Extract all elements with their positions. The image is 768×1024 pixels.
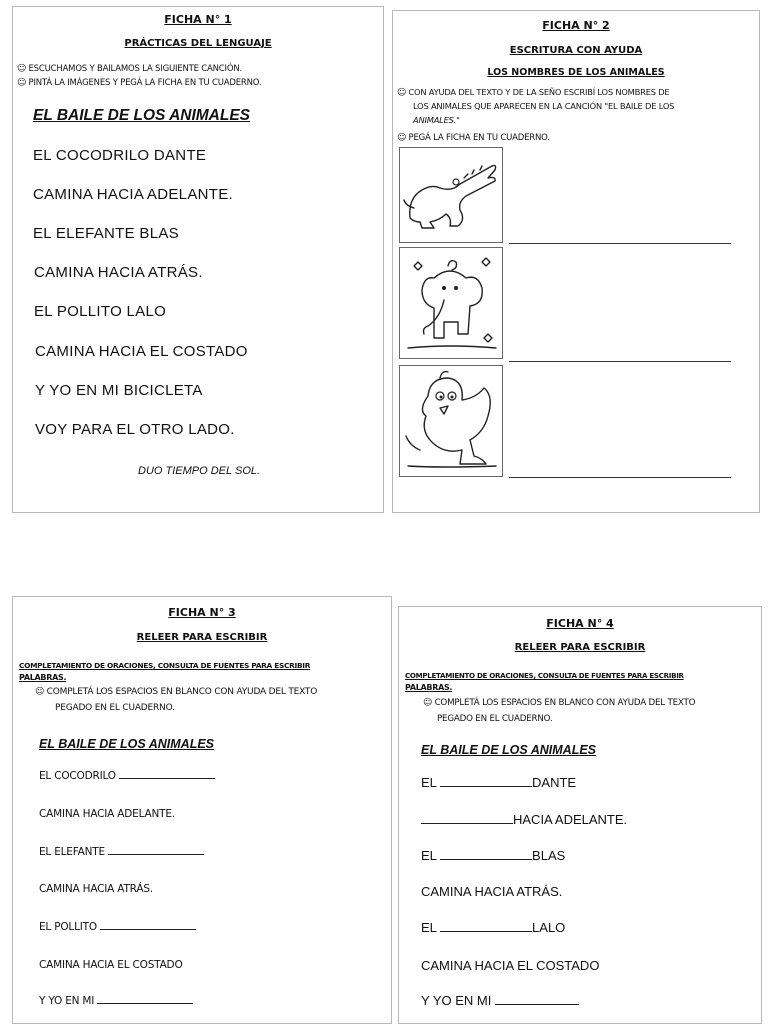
ficha-3-subtitle: RELEER PARA ESCRIBIR [136, 632, 268, 643]
instruction-2-text: PINTÁ LA IMÁGENES Y PEGÁ LA FICHA EN TU CUADERNO. [28, 78, 262, 88]
sentence-text: CAMINA HACIA EL COSTADO [39, 959, 183, 971]
instruction-line-1-text: COMPLETÁ LOS ESPACIOS EN BLANCO CON AYUDA DEL TEXTO [46, 687, 318, 697]
chick-drawing [400, 366, 502, 476]
name-answer-line[interactable] [509, 361, 731, 362]
chick-picture [399, 365, 503, 477]
instruction-line-1 [423, 698, 695, 708]
sentence-suffix: LALO [532, 920, 566, 935]
instruction-2 [17, 78, 261, 88]
ficha-4-card [398, 606, 762, 1024]
song-credit: DUO TIEMPO DEL SOL. [138, 465, 261, 477]
song-title: EL BAILE DE LOS ANIMALES [39, 737, 215, 751]
ficha-1-card [12, 6, 384, 513]
fill-in-blank[interactable] [495, 1003, 579, 1005]
song-title: EL BAILE DE LOS ANIMALES [421, 743, 597, 757]
ficha-2-title: FICHA N° 2 [542, 19, 610, 32]
sentence-suffix: DANTE [532, 775, 577, 790]
song-line: VOY PARA EL OTRO LADO. [35, 421, 235, 438]
song-line: CAMINA HACIA ATRÁS. [34, 264, 203, 281]
sentence-text: CAMINA HACIA ADELANTE. [39, 808, 175, 820]
sentence-row [421, 920, 565, 935]
section-description-line-1: COMPLETAMIENTO DE ORACIONES, CONSULTA DE FUENTES PARA ESCRIBIR [19, 661, 311, 670]
sentence-prefix: Y YO EN MI [421, 993, 492, 1008]
sentence-row [421, 993, 579, 1008]
crocodile-picture [399, 147, 503, 243]
ficha-3-title: FICHA N° 3 [168, 606, 236, 619]
smiley-icon: ☺ [35, 687, 45, 697]
instruction-line-2: PEGADO EN EL CUADERNO. [55, 703, 175, 713]
sentence-row [421, 812, 627, 827]
ficha-2-subtitle-2: LOS NOMBRES DE LOS ANIMALES [487, 67, 665, 78]
instruction-1-line-3: ANIMALES." [413, 115, 460, 125]
instruction-1 [17, 64, 242, 74]
instruction-2-text: PEGÁ LA FICHA EN TU CUADERNO. [408, 133, 550, 143]
ficha-2-subtitle: ESCRITURA CON AYUDA [509, 45, 643, 56]
song-line: CAMINA HACIA EL COSTADO [35, 343, 248, 360]
song-line: EL ELEFANTE BLAS [33, 225, 179, 242]
section-description-line-2: PALABRAS. [19, 673, 67, 682]
sentence-row [39, 921, 196, 933]
section-description-line-2: PALABRAS. [405, 683, 453, 692]
instruction-1-text: ESCUCHAMOS Y BAILAMOS LA SIGUIENTE CANCIÓN. [28, 64, 242, 74]
name-answer-line[interactable] [509, 243, 731, 244]
ficha-2-card [392, 10, 760, 513]
smiley-icon: ☺ [397, 88, 407, 98]
instruction-1-line-1-text: CON AYUDA DEL TEXTO Y DE LA SEÑO ESCRIBÍ LOS NOMBRES DE [408, 87, 670, 97]
instruction-1-line-2: LOS ANIMALES QUE APARECEN EN LA CANCIÓN "EL BAILE DE LOS [413, 101, 675, 111]
sentence-row [421, 775, 576, 790]
instruction-2 [397, 133, 550, 143]
sentence-prefix: EL [421, 848, 437, 863]
ficha-4-title: FICHA N° 4 [546, 617, 614, 630]
song-line: EL COCODRILO DANTE [33, 147, 207, 164]
song-line: Y YO EN MI BICICLETA [35, 382, 203, 399]
section-description-line-1: COMPLETAMIENTO DE ORACIONES, CONSULTA DE FUENTES PARA ESCRIBIR [405, 671, 684, 680]
instruction-line-2: PEGADO EN EL CUADERNO. [437, 714, 553, 724]
smiley-icon: ☺ [423, 698, 433, 708]
instruction-line-1-text: COMPLETÁ LOS ESPACIOS EN BLANCO CON AYUDA DEL TEXTO [434, 698, 696, 708]
sentence-text: CAMINA HACIA ATRÁS. [421, 884, 563, 899]
sentence-text: CAMINA HACIA EL COSTADO [421, 958, 600, 973]
instruction-line-1 [35, 687, 317, 697]
fill-in-blank[interactable] [440, 785, 532, 787]
fill-in-blank[interactable] [421, 822, 513, 824]
fill-in-blank[interactable] [119, 777, 215, 779]
instruction-1-line-1 [397, 87, 669, 98]
sentence-prefix: EL [421, 775, 437, 790]
song-line: CAMINA HACIA ADELANTE. [33, 186, 233, 203]
elephant-drawing [400, 248, 502, 358]
song-title: EL BAILE DE LOS ANIMALES [33, 107, 251, 124]
sentence-text: Y YO EN MI [39, 995, 95, 1007]
song-line: EL POLLITO LALO [34, 303, 167, 320]
sentence-text: CAMINA HACIA ATRÁS. [39, 883, 153, 895]
fill-in-blank[interactable] [440, 930, 532, 932]
sentence-row [39, 995, 193, 1007]
fill-in-blank[interactable] [440, 858, 532, 860]
elephant-picture [399, 247, 503, 359]
sentence-row [39, 770, 215, 782]
sentence-suffix: HACIA ADELANTE. [513, 812, 628, 827]
sentence-text: EL COCODRILO [39, 770, 116, 782]
ficha-4-subtitle: RELEER PARA ESCRIBIR [514, 642, 646, 653]
sentence-row [421, 848, 565, 863]
fill-in-blank[interactable] [108, 853, 204, 855]
sentence-prefix: EL [421, 920, 437, 935]
smiley-icon: ☺ [397, 133, 407, 143]
ficha-1-subtitle: PRÁCTICAS DEL LENGUAJE [124, 38, 272, 49]
ficha-3-card [12, 596, 392, 1024]
ficha-1-title: FICHA N° 1 [164, 13, 232, 26]
fill-in-blank[interactable] [100, 928, 196, 930]
sentence-text: EL ELEFANTE [39, 846, 105, 858]
fill-in-blank[interactable] [97, 1002, 193, 1004]
sentence-row [39, 846, 204, 858]
smiley-icon: ☺ [17, 78, 27, 88]
smiley-icon: ☺ [17, 64, 27, 74]
crocodile-drawing [400, 148, 502, 242]
sentence-suffix: BLAS [532, 848, 566, 863]
name-answer-line[interactable] [509, 477, 731, 478]
sentence-text: EL POLLITO [39, 921, 97, 933]
